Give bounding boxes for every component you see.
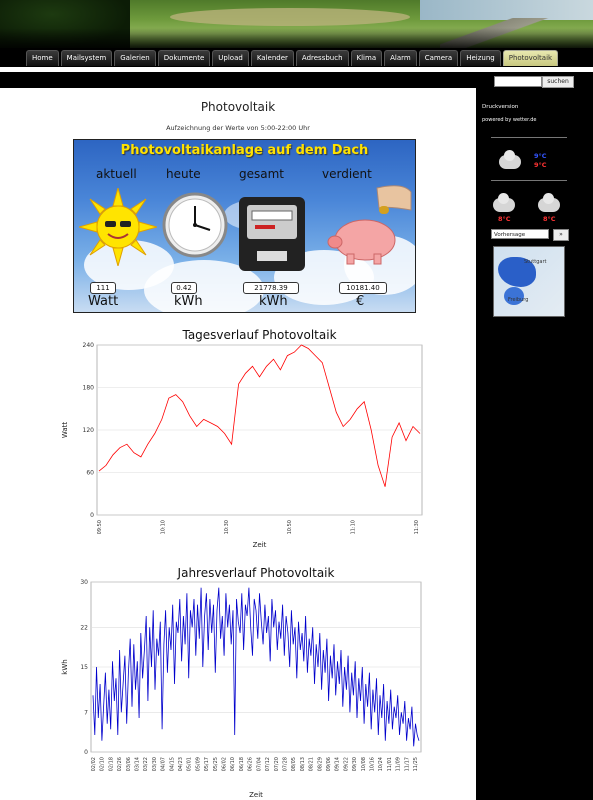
x-tick-label: 10:30 bbox=[223, 520, 230, 535]
tab-camera[interactable]: Camera bbox=[419, 50, 458, 66]
x-tick-label: 06/10 bbox=[230, 757, 237, 772]
pv-value-gesamt: 21778.39 bbox=[243, 282, 299, 294]
pv-value-heute: 0.42 bbox=[171, 282, 197, 294]
x-tick-label: 08/13 bbox=[299, 757, 306, 772]
x-tick-label: 10:10 bbox=[160, 520, 167, 535]
tab-home[interactable]: Home bbox=[26, 50, 59, 66]
tab-mailsystem[interactable]: Mailsystem bbox=[61, 50, 113, 66]
x-tick-label: 04/07 bbox=[160, 757, 167, 772]
x-tick-label: 08/05 bbox=[291, 757, 298, 772]
chart-title: Tagesverlauf Photovoltaik bbox=[182, 328, 337, 342]
sun-icon bbox=[79, 188, 157, 266]
y-tick-label: 240 bbox=[82, 342, 94, 349]
cloud-rain-icon bbox=[493, 198, 515, 212]
forecast-select[interactable]: Vorhersage bbox=[491, 229, 549, 239]
search-button[interactable]: suchen bbox=[542, 76, 574, 88]
pv-status-panel bbox=[73, 139, 416, 313]
tab-kalender[interactable]: Kalender bbox=[251, 50, 294, 66]
x-tick-label: 04/15 bbox=[169, 757, 176, 772]
tab-klima[interactable]: Klima bbox=[351, 50, 383, 66]
y-axis-label: kWh bbox=[61, 659, 69, 675]
x-tick-label: 05/25 bbox=[212, 757, 219, 772]
pv-value-aktuell: 111 bbox=[90, 282, 116, 294]
x-tick-label: 03/30 bbox=[151, 757, 158, 772]
nav-underline bbox=[0, 67, 593, 72]
x-tick-label: 09/06 bbox=[325, 757, 332, 772]
forecast-temp-1: 8°C bbox=[498, 215, 511, 223]
map-label-stuttgart: Stuttgart bbox=[524, 259, 547, 265]
y-axis-label: Watt bbox=[61, 421, 69, 439]
x-tick-label: 09:50 bbox=[97, 520, 103, 535]
x-tick-label: 10:50 bbox=[287, 520, 294, 535]
cloud-rain-icon bbox=[499, 155, 521, 169]
map-label-freiburg: Freiburg bbox=[508, 297, 529, 303]
x-tick-label: 08/21 bbox=[308, 757, 315, 772]
banner-fade bbox=[0, 28, 593, 48]
tab-upload[interactable]: Upload bbox=[212, 50, 249, 66]
tab-photovoltaik[interactable]: Photovoltaik bbox=[503, 50, 558, 66]
header-banner bbox=[0, 0, 593, 48]
y-tick-label: 0 bbox=[90, 512, 94, 519]
weather-map[interactable] bbox=[493, 246, 565, 317]
y-tick-label: 120 bbox=[82, 427, 94, 434]
x-tick-label: 11:30 bbox=[414, 520, 420, 535]
y-tick-label: 0 bbox=[84, 749, 88, 756]
current-temp-high: 9°C bbox=[534, 152, 547, 160]
x-tick-label: 02/10 bbox=[99, 757, 106, 772]
y-tick-label: 15 bbox=[80, 664, 88, 671]
forecast-go-button[interactable]: » bbox=[553, 229, 569, 241]
pv-label-verdient: verdient bbox=[322, 167, 372, 181]
x-tick-label: 08/29 bbox=[317, 757, 324, 772]
x-tick-label: 03/06 bbox=[125, 757, 132, 772]
pv-label-aktuell: aktuell bbox=[96, 167, 137, 181]
pv-value-verdient: 10181.40 bbox=[339, 282, 387, 294]
x-tick-label: 03/22 bbox=[143, 757, 150, 772]
daily-chart bbox=[55, 325, 435, 555]
x-tick-label: 09/30 bbox=[352, 757, 359, 772]
pv-label-heute: heute bbox=[166, 167, 201, 181]
x-tick-label: 03/14 bbox=[134, 757, 141, 772]
tab-dokumente[interactable]: Dokumente bbox=[158, 50, 211, 66]
chart-title: Jahresverlauf Photovoltaik bbox=[177, 566, 335, 580]
piggy-bank-icon bbox=[319, 180, 413, 272]
x-tick-label: 09/22 bbox=[343, 757, 350, 772]
x-tick-label: 06/18 bbox=[238, 757, 245, 772]
x-tick-label: 06/26 bbox=[247, 757, 254, 772]
x-tick-label: 05/01 bbox=[186, 757, 193, 772]
x-tick-label: 07/04 bbox=[256, 757, 263, 772]
y-tick-label: 60 bbox=[86, 469, 94, 477]
tab-galerien[interactable]: Galerien bbox=[114, 50, 156, 66]
main-nav bbox=[26, 50, 558, 65]
banner-field bbox=[170, 8, 410, 26]
x-tick-label: 11/17 bbox=[404, 757, 411, 772]
banner-sky bbox=[420, 0, 593, 20]
pv-unit-euro: € bbox=[356, 294, 365, 309]
x-tick-label: 10/08 bbox=[360, 757, 367, 772]
x-tick-label: 11/25 bbox=[413, 757, 419, 772]
sidebar-divider bbox=[491, 137, 567, 138]
cloud-rain-icon bbox=[538, 198, 560, 212]
powered-by-text: powered by wetter.de bbox=[482, 117, 537, 123]
x-tick-label: 11:10 bbox=[350, 520, 357, 535]
x-tick-label: 10/16 bbox=[369, 757, 376, 772]
sidebar-divider bbox=[491, 180, 567, 181]
tab-alarm[interactable]: Alarm bbox=[384, 50, 417, 66]
pv-unit-kwh-heute: kWh bbox=[174, 294, 203, 309]
power-meter-icon bbox=[237, 195, 307, 273]
x-tick-label: 02/26 bbox=[117, 757, 124, 772]
pv-unit-kwh-gesamt: kWh bbox=[259, 294, 288, 309]
clock-icon bbox=[162, 192, 228, 258]
search-input[interactable] bbox=[494, 76, 542, 87]
x-tick-label: 09/14 bbox=[334, 757, 341, 772]
pv-label-gesamt: gesamt bbox=[239, 167, 284, 181]
x-tick-label: 10/24 bbox=[378, 757, 385, 772]
page-title: Photovoltaik bbox=[200, 100, 276, 114]
yearly-chart bbox=[55, 563, 435, 800]
x-tick-label: 04/23 bbox=[178, 757, 185, 772]
x-axis-label: Zeit bbox=[252, 541, 267, 549]
x-tick-label: 11/01 bbox=[386, 757, 393, 772]
current-temp-low: 9°C bbox=[534, 161, 547, 169]
forecast-temp-2: 8°C bbox=[543, 215, 556, 223]
x-tick-label: 07/12 bbox=[265, 757, 272, 772]
pv-unit-watt: Watt bbox=[88, 294, 119, 309]
x-tick-label: 05/17 bbox=[204, 757, 211, 772]
x-tick-label: 07/20 bbox=[273, 757, 280, 772]
y-tick-label: 22 bbox=[80, 624, 88, 632]
tab-adressbuch[interactable]: Adressbuch bbox=[296, 50, 349, 66]
x-tick-label: 02/02 bbox=[91, 757, 97, 772]
print-version-link[interactable]: Druckversion bbox=[482, 104, 519, 110]
page-subtitle: Aufzeichnung der Werte von 5:00-22:00 Uhr bbox=[166, 124, 310, 132]
x-tick-label: 02/18 bbox=[108, 757, 115, 772]
y-tick-label: 30 bbox=[80, 579, 88, 586]
x-tick-label: 07/28 bbox=[282, 757, 289, 772]
tab-heizung[interactable]: Heizung bbox=[460, 50, 501, 66]
x-axis-label: Zeit bbox=[249, 791, 263, 799]
x-tick-label: 05/09 bbox=[195, 757, 202, 772]
y-tick-label: 180 bbox=[82, 384, 94, 392]
pv-panel-title: Photovoltaikanlage auf dem Dach bbox=[120, 143, 369, 158]
y-tick-label: 7 bbox=[84, 709, 88, 717]
x-tick-label: 11/09 bbox=[395, 757, 402, 772]
x-tick-label: 06/02 bbox=[221, 757, 228, 772]
